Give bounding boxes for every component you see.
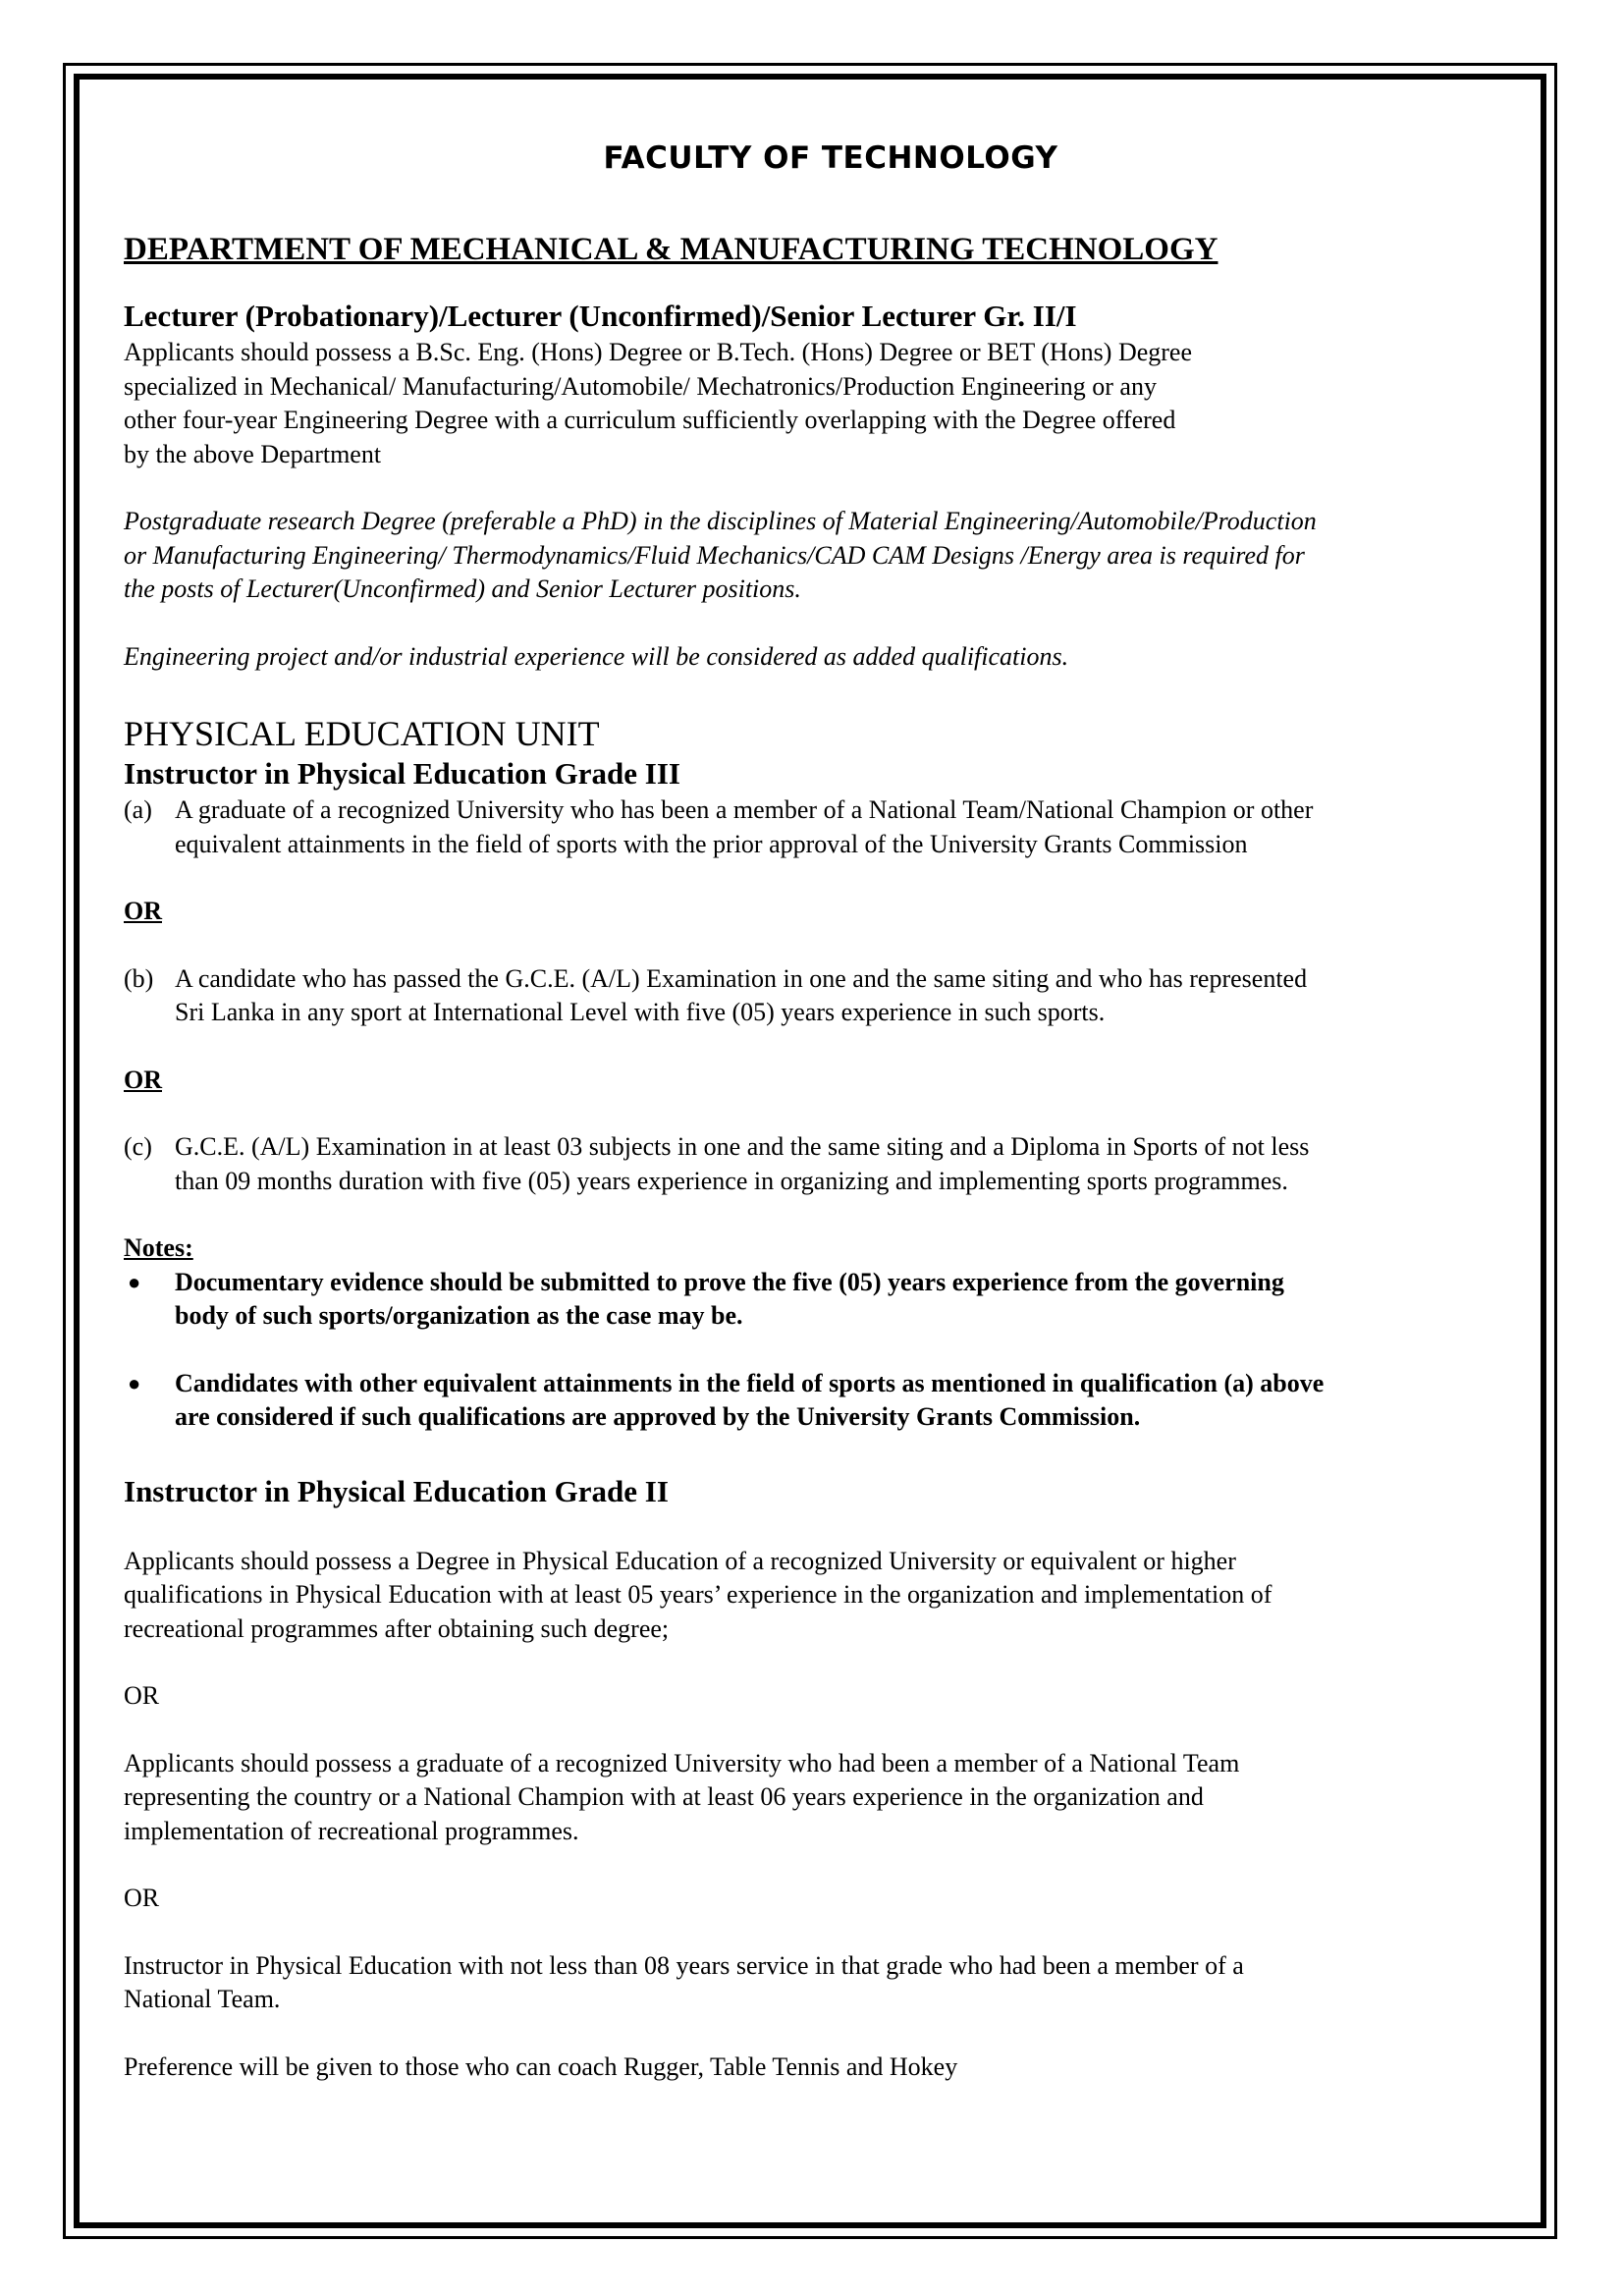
text-line: are considered if such qualifications are approved by the University Grants Commission. — [175, 1402, 1141, 1431]
faculty-title: FACULTY OF TECHNOLOGY — [603, 140, 1058, 176]
or-separator: OR — [124, 897, 162, 925]
qualification-item-b — [124, 962, 1538, 1030]
grade3-title: Instructor in Physical Education Grade III — [124, 756, 680, 791]
text-line: Applicants should possess a graduate of a recognized University who had been a member of a National Team — [124, 1748, 1240, 1777]
added-qualifications: Engineering project and/or industrial experience will be considered as added qualifications. — [124, 641, 1069, 671]
grade2-title: Instructor in Physical Education Grade II — [124, 1473, 669, 1508]
text-line: than 09 months duration with five (05) years experience in organizing and implementing sports programmes. — [175, 1166, 1288, 1195]
text-line: representing the country or a National Champion with at least 06 years experience in the organization and — [124, 1782, 1204, 1811]
qualification-item-c — [124, 1130, 1538, 1198]
grade2-or: OR — [124, 1681, 160, 1710]
notes-heading: Notes: — [124, 1233, 193, 1262]
text-line: specialized in Mechanical/ Manufacturing/Automobile/ Mechatronics/Production Engineering or any — [124, 371, 1157, 401]
text-line: Candidates with other equivalent attainments in the field of sports as mentioned in qualification (a) above — [175, 1368, 1325, 1397]
text-line: qualifications in Physical Education with at least 05 years’ experience in the organization and implementation of — [124, 1580, 1272, 1609]
text-line: Postgraduate research Degree (preferable a PhD) in the disciplines of Material Engineering/Automobile/Production — [124, 507, 1317, 535]
note-item — [124, 1266, 1538, 1334]
grade2-paragraph-1 — [124, 1545, 1538, 1647]
text-line: or Manufacturing Engineering/ Thermodynamics/Fluid Mechanics/CAD CAM Designs /Energy area is required for — [124, 540, 1305, 570]
bullet-icon: ● — [128, 1370, 141, 1395]
text-line: A candidate who has passed the G.C.E. (A/L) Examination in one and the same siting and who has represented — [175, 963, 1308, 993]
text-line: Applicants should possess a Degree in Physical Education of a recognized University or equivalent or higher — [124, 1546, 1236, 1575]
grade2-paragraph-3 — [124, 1949, 1538, 2017]
or-separator: OR — [124, 1065, 162, 1094]
text-line: the posts of Lecturer(Unconfirmed) and Senior Lecturer positions. — [124, 574, 801, 603]
text-line: implementation of recreational programmes. — [124, 1816, 579, 1845]
text-line: body of such sports/organization as the case may be. — [175, 1301, 743, 1330]
lecturer-post-title: Lecturer (Probationary)/Lecturer (Unconfirmed)/Senior Lecturer Gr. II/I — [124, 299, 1077, 333]
postgraduate-requirement — [124, 505, 1538, 607]
department-title: DEPARTMENT OF MECHANICAL & MANUFACTURING TECHNOLOGY — [124, 232, 1218, 267]
text-line: Sri Lanka in any sport at International Level with five (05) years experience in such sports. — [175, 998, 1106, 1026]
document-body — [124, 136, 1538, 2084]
item-label: (c) — [124, 1132, 152, 1161]
preference-note: Preference will be given to those who can coach Rugger, Table Tennis and Hokey — [124, 2051, 958, 2081]
item-label: (b) — [124, 963, 154, 993]
text-line: equivalent attainments in the field of sports with the prior approval of the University Grants Commission — [175, 829, 1248, 858]
qualification-item-a — [124, 793, 1538, 861]
pe-unit-title: PHYSICAL EDUCATION UNIT — [124, 714, 600, 753]
text-line: recreational programmes after obtaining such degree; — [124, 1613, 670, 1643]
text-line: G.C.E. (A/L) Examination in at least 03 subjects in one and the same siting and a Diploma in Sports of not less — [175, 1132, 1310, 1161]
grade2-or: OR — [124, 1884, 160, 1912]
text-line: Applicants should possess a B.Sc. Eng. (Hons) Degree or B.Tech. (Hons) Degree or BET (Hons) Degree — [124, 338, 1193, 366]
text-line: Documentary evidence should be submitted to prove the five (05) years experience from the governing — [175, 1267, 1284, 1296]
note-item — [124, 1367, 1538, 1435]
lecturer-qualification — [124, 336, 1538, 471]
item-label: (a) — [124, 795, 152, 824]
bullet-icon: ● — [128, 1269, 141, 1294]
text-line: by the above Department — [124, 439, 382, 468]
text-line: A graduate of a recognized University who has been a member of a National Team/National Champion or other — [175, 795, 1314, 824]
text-line: other four-year Engineering Degree with a curriculum sufficiently overlapping with the Degree offered — [124, 406, 1176, 434]
text-line: Instructor in Physical Education with not less than 08 years service in that grade who had been a member of a — [124, 1950, 1244, 1980]
grade2-paragraph-2 — [124, 1747, 1538, 1849]
text-line: National Team. — [124, 1985, 281, 2013]
